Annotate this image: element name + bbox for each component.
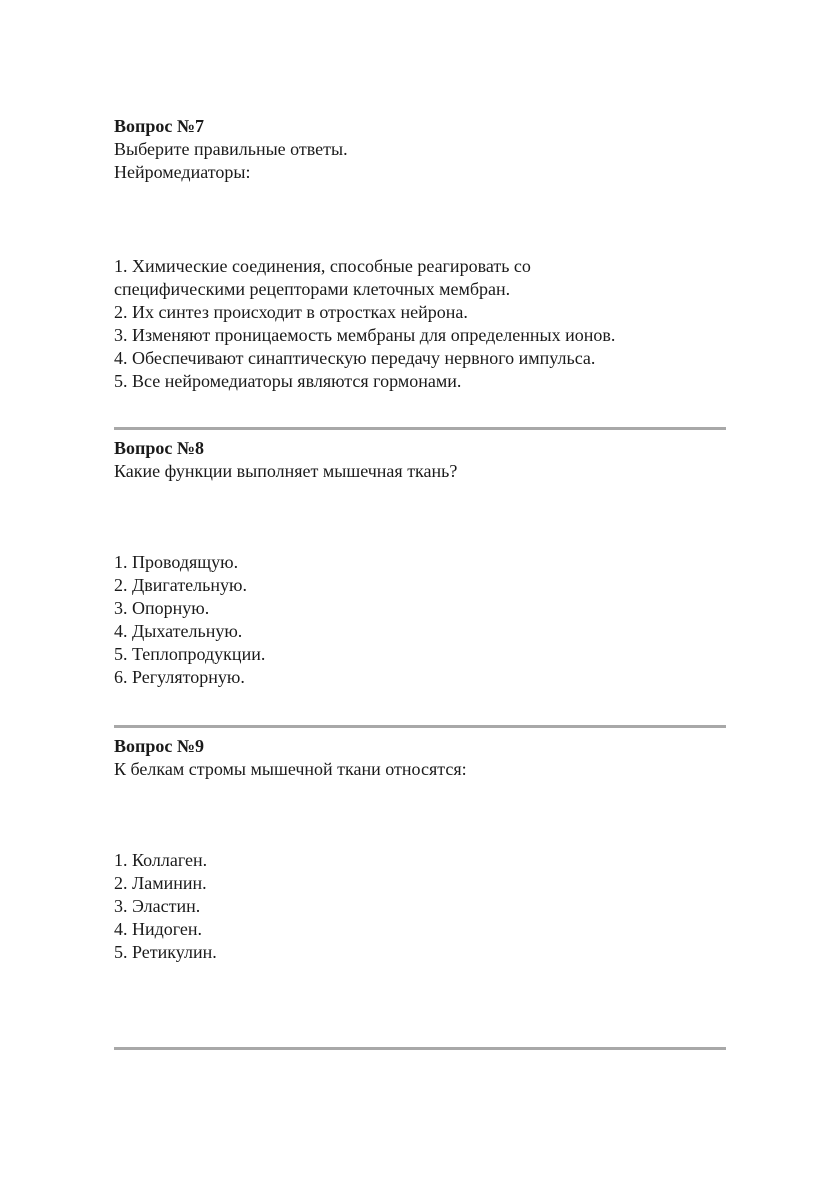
question-title: Вопрос №7 — [114, 116, 204, 136]
answer-option[interactable]: 5. Ретикулин. — [114, 942, 217, 962]
answer-option[interactable]: 3. Опорную. — [114, 598, 210, 618]
question-text-line: Нейромедиаторы: — [114, 162, 251, 182]
answer-option-continuation[interactable]: специфическими рецепторами клеточных мембран. — [114, 279, 511, 299]
answer-option[interactable]: 2. Ламинин. — [114, 873, 207, 893]
answer-option[interactable]: 3. Эластин. — [114, 896, 201, 916]
answer-option[interactable]: 5. Теплопродукции. — [114, 644, 266, 664]
answer-option[interactable]: 3. Изменяют проницаемость мембраны для определенных ионов. — [114, 325, 616, 345]
answer-option[interactable]: 2. Двигательную. — [114, 575, 247, 595]
answer-option[interactable]: 5. Все нейромедиаторы являются гормонами. — [114, 371, 462, 391]
question-title: Вопрос №9 — [114, 736, 204, 756]
answer-option[interactable]: 4. Нидоген. — [114, 919, 203, 939]
question-text-line: Выберите правильные ответы. — [114, 139, 348, 159]
answer-option[interactable]: 6. Регуляторную. — [114, 667, 245, 687]
answer-options — [114, 849, 726, 964]
answer-option[interactable]: 4. Обеспечивают синаптическую передачу нервного импульса. — [114, 348, 596, 368]
answer-options — [114, 551, 726, 689]
section-divider — [114, 427, 726, 430]
answer-options — [114, 255, 726, 393]
answer-option[interactable]: 4. Дыхательную. — [114, 621, 243, 641]
question-7 — [114, 115, 726, 393]
question-text-line: К белкам стромы мышечной ткани относятся: — [114, 759, 467, 779]
answer-option[interactable]: 1. Коллаген. — [114, 850, 208, 870]
question-text-line: Какие функции выполняет мышечная ткань? — [114, 461, 458, 481]
section-divider — [114, 725, 726, 728]
answer-option[interactable]: 2. Их синтез происходит в отростках нейрона. — [114, 302, 468, 322]
question-9 — [114, 735, 726, 964]
answer-option[interactable]: 1. Химические соединения, способные реагировать со — [114, 256, 531, 276]
question-title: Вопрос №8 — [114, 438, 204, 458]
answer-option[interactable]: 1. Проводящую. — [114, 552, 239, 572]
question-8 — [114, 437, 726, 689]
section-divider — [114, 1047, 726, 1050]
